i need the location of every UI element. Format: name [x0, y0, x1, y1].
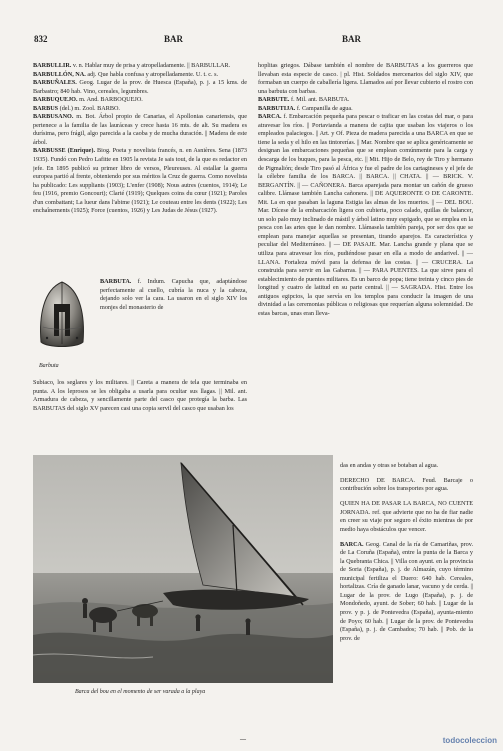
entry [33, 62, 247, 71]
entry: BARCA. Geog. Canal de la ría de Camariñas, prov. de La Coruña (España), entre la punta de la Barca y la Quebranta Chica. || Villa con ayunt. en la provincia de Soria (España), p. j. de Almazán, cuyo término municipal fertiliza el Duero: 640 hab. Cereales, hortalizas. Cría de ganado lanar, vacuno y de cerda. || Lugar de la prov. de Lugo (España), p. j. de Mondoñedo, ayunt. de Sober; 60 hab. || Lugar de la prov. y p. j. de Pontevedra (España), ayunta-miento de Poyo; 60 hab. || Lugar de la prov. de Pontevedra (España), p. j. de Cambados; 70 hab. || Pob. de la prov. de [340, 540, 473, 642]
entry: DERECHO DE BARCA. Feud. Barcaje o contribución sobre los transportes por agua. [340, 476, 473, 493]
entry-term: BARBULLIR. [33, 62, 72, 69]
watermark-logo: todocoleccion [442, 736, 497, 745]
entry-barbuta [100, 272, 247, 368]
entry-text: m. Bot. Árbol propio de Canarias, el Apollonias canariensis, que pertenece a la familia de las lauráceas y crece hasta 16 mts. de alt. Su madera es durísima, pero frágil, algo parecida a la caoba y de mucha duración. || Madera de este árbol. [33, 113, 247, 146]
entry [33, 96, 247, 105]
entry [33, 71, 247, 80]
entry-term: BARBUQUEJO. [33, 96, 78, 104]
entry-term: BARBUSANO. [33, 113, 74, 121]
entry-text: v. n. Hablar muy de prisa y atropelladamente. || BARBULLAR. [71, 62, 231, 69]
page-number: 832 [34, 34, 48, 44]
entry-text: (del.) m. Zool. BARBO. [58, 104, 120, 112]
running-head-left: BAR [164, 34, 184, 44]
entry: BARCA. f. Embarcación pequeña para pescar o traficar en las costas del mar, o para atravesar los ríos. || Portavianda a manera de cajita que usaban los viajeros o los empleados palaciegos. || Art. y Of. Pieza de madera parecida a una BARCA en que se tiene la seda y el hilo en las tintorerías. || Mar. Nombre que se aplica genéricamente se designan las embarcaciones pequeñas que se emplean comúnmente para la carga y descarga de los buques, para la pesca, etc. || Mit. Hijo de Belo, rey de Tiro y hermano de Pigmalión; desde Tiro pasó al África y fue el padre de los cartagineses y el jefe de la célebre familia de los BARCA. || BARCA. || CHATA. || — BRICK. V. BERGANTÍN. || — CAÑONERA. Barca aparejada para montar un cañón de grueso calibre. Llámase también Lancha cañonera. || DE AQUERONTE O DE CARONTE. Mit. La en que pasaban la laguna Estigia las almas de los muertos. || — DEL BOU. Mar. Dícese de la embarcación ligera con cubierta, poco calado, quillas de balancer, un solo palo muy inclinado de mástil y árbol latino muy espigado, que se emplea en la pesca con las artes que le dan nombre. Llámasela también pareja, por ser dos que se emplean para manejar aquellas se presentan, tirando aparejos. Es característica y peculiar del Mediterráneo. || — DE PASAJE. Mar. Lancha grande y plana que se utiliza para atravesar los ríos, pudiéndose pasar en ella a modo de andarivel. || — LLANA. Fortaleza móvil para la defensa de las costas. || — CRUCERA. La construida para servir en las Gabarras. || — PARA PUENTES. La que sirve para el establecimiento de puentes militares. Es un barco de popa; tiene treinta y cinco pies de longitud y cuatro de latitud en su parte central. || — SAGRADA. Hist. Entre los antiguos egipcios, la que servía en los templos para conducir la imagen de una divinidad a las ceremonias públicas o religiosas que requerían alguna solemnidad. De estas barcas, unas eran lleva- [258, 113, 473, 317]
entry: QUIEN HA DE PASAR LA BARCA, NO CUENTE JORNADA. ref. que advierte que no ha de fiar nadie en creer su viaje por seguro el éxito mientras de por medio haya obstáculos que vencer. [340, 500, 473, 533]
entry [33, 113, 247, 147]
entry [33, 79, 247, 96]
column-left-top [33, 62, 247, 270]
entry: BARBUTIJA. f. Campanilla de agua. [258, 104, 353, 112]
entry-text: Biog. Poeta y novelista francés, n. en Asnières. Sena (1873 1935). Fundó con Pedro Lafitte en 1905 la revista Je sais tout, de la que es redactor en jefe. En 1895 publicó su primer libro de versos, Pleureuses. Al estallar la guerra europea partió al frente, obteniendo por sus méritos la Cruz de guerra. Como novelista ha publicado: Les suppliants (1903); L'enfer (1908); Nous autres (cuentos, 1914); Le feu (1916, premio Goncourt); Clarté (1919); Quelques coins du cœur (1921); Paroles d'un combattant; La lueur dans l'abime (1921); Le couteau entre les dents (1922); Les enchaînements (1925); Force (cuentos, 1926) y Les Judas de Jésus (1927). [33, 147, 247, 215]
column-right [258, 62, 473, 456]
entry-term: BARBUSSE (Enrique). [33, 147, 96, 155]
entry-term: BARBULLÓN, NA. [33, 70, 86, 78]
entry-term: BARBUÑALES. [33, 79, 77, 87]
entry: das en andas y otras se botaban al agua. [340, 462, 439, 470]
entry-text: Subiaco, los seglares y los militares. || Careta a manera de tela que terminaba en punta. A los leprosos se les obligaba a usarla para ocultar sus llagas. || Mil. ant. Armadura de cabeza, y sencillamente parte del casco que protegía la barba. Las BARBUTAS del siglo XV parecen casi una copia servil del casco que usaban los [33, 379, 247, 412]
running-head-right: BAR [342, 34, 362, 44]
entry-text: f. Indum. Capucha que, adaptándose perfectamente al cuello, cubría la nuca y la cabeza, dejando solo ver la cara. La usaron en el siglo XIV los monjes del monasterio de [100, 278, 247, 311]
entry-text: Geog. Lugar de la prov. de Huesca (España), p. j. a 15 kms. de Barbastro; 840 hab. Vino, cereales, legumbres. [33, 79, 247, 95]
barbuta-helmet-illustration [33, 272, 91, 350]
entry-term: BARBUTA. [100, 278, 132, 286]
photo-caption: Barca del bou en el momento de ser varada a la playa [75, 689, 206, 695]
entry-text: m. And. BARBOQUEJO. [77, 96, 143, 104]
entry: BARBUTE. f. Mil. ant. BARBUTA. [258, 96, 350, 104]
entry-text: adj. Que habla confusa y atropelladamente. U. t. c. s. [85, 70, 219, 78]
footer-mark: — [240, 737, 246, 743]
page-header [34, 34, 469, 46]
entry-term: BARBUS [33, 104, 59, 112]
entry-barbuta-continued [33, 373, 247, 443]
sailboat-photo [33, 455, 333, 683]
entry [33, 147, 247, 215]
entry [33, 105, 247, 114]
column-right-lower [340, 456, 473, 704]
entry: hoplitas griegos. Dábase también el nombre de BARBUTAS a los guerreros que llevaban esta especie de casco. | pl. Hist. Soldados mercenarios del siglo XIV, que formaban un cuerpo de caballería ligera. Llamados así por llevar cubierto el rostro con una barbuta con barbas. [258, 62, 473, 95]
helmet-caption: Barbuta [39, 363, 59, 369]
